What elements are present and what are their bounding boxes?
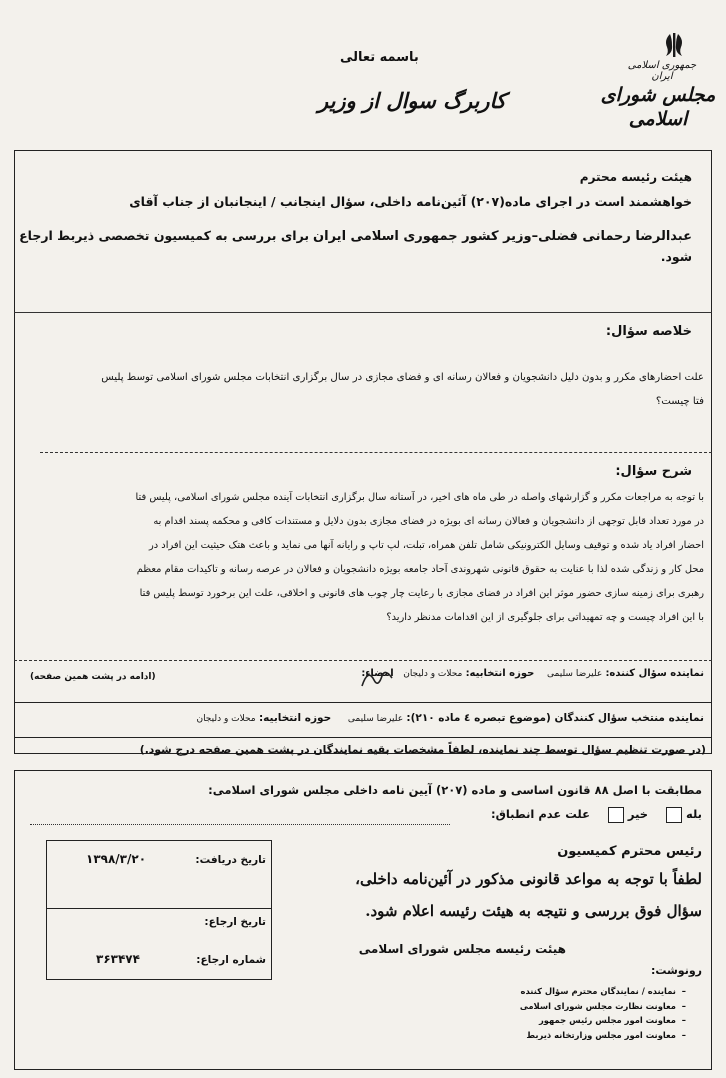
explanation-line-3: احضار افراد یاد شده و توقیف وسایل الکترونیکی شامل تلفن همراه، تبلت، لپ تاپ و رایانه آنها می نماید و باعث هتک حیثیت این افراد در: [149, 540, 704, 551]
yes-label: بله: [686, 807, 702, 821]
copy-item: – معاونت امور مجلس وزارتخانه ذیربط: [526, 1030, 686, 1041]
explanation-line-1: با توجه به مراجعات مکرر و گزارشهای واصله در طی ماه های اخیر، در آستانه سال برگزاری انتخابات آینده مجلس شورای اسلامی، پلیس فتا: [135, 492, 704, 503]
request-line-2-rest: برای بررسی به کمیسیون تخصصی ذیربط ارجاع شود.: [19, 228, 692, 265]
district-label: حوزه انتخابیه:: [465, 668, 535, 679]
continued-note: (ادامه در پشت همین صفحه): [30, 672, 156, 682]
divider-1: [14, 312, 712, 313]
selected-rep-label: نماینده منتخب سؤال کنندگان (موضوع تبصره ٤ ماده ۲۱۰):: [406, 712, 704, 724]
received-value: ۱۳۹۸/۳/۲۰: [86, 852, 147, 866]
commission-title: رئیس محترم کمیسیون: [557, 844, 702, 859]
explanation-line-5: رهبری برای زمینه سازی حضور موثر این افراد در فضای مجازی با رعایت چار چوب های قانونی و اخلاقی، علت این برخورد توسط پلیس فتا: [139, 588, 704, 599]
yes-checkbox[interactable]: [666, 807, 682, 823]
org-name-small: جمهوری اسلامی ایران: [627, 60, 697, 82]
received-label: تاریخ دریافت:: [195, 854, 266, 866]
signature-row: [361, 666, 704, 682]
explanation-label: شرح سؤال:: [615, 464, 692, 479]
compliance-title: مطابقت با اصل ۸۸ قانون اساسی و ماده (۲۰۷) آیین نامه داخلی مجلس شورای اسلامی:: [208, 783, 702, 797]
explanation-line-4: محل کار و زندگی شده لذا با عنایت به حقوق قانونی شهروندی آحاد جامعه بویژه دانشجویان و فعالان در عرصه رسانه و تاکیدات مقام معظم: [136, 564, 704, 575]
minister-name: عبدالرضا رحمانی فضلی–وزیر کشور جمهوری اسلامی ایران: [313, 229, 692, 244]
no-label: خیر: [627, 807, 649, 821]
form-title: کاربرگ سوال از وزیر: [318, 88, 506, 113]
sign-label: امضاء:: [361, 668, 394, 679]
rep-label: نماینده سؤال کننده:: [605, 668, 704, 679]
reg-label: شماره ارجاع:: [196, 954, 266, 966]
reason-dotted-line: [30, 824, 450, 825]
selected-district-value: محلات و دلیجان: [196, 714, 256, 724]
referral-label: تاریخ ارجاع:: [204, 916, 266, 928]
selected-rep-row: [196, 710, 704, 727]
signature-mark: [358, 664, 398, 694]
selected-district-label: حوزه انتخابیه:: [258, 712, 332, 724]
district-value: محلات و دلیجان: [403, 669, 463, 679]
no-checkbox[interactable]: [608, 807, 624, 823]
reg-value: ۳۶۳۴۷۴: [96, 952, 140, 966]
copy-item: – معاونت امور مجلس رئیس جمهور: [538, 1015, 686, 1026]
divider-2: [40, 452, 712, 453]
summary-label: خلاصه سؤال:: [605, 324, 692, 339]
copies-label: رونوشت:: [650, 964, 702, 977]
summary-line-1: علت احضارهای مکرر و بدون دلیل دانشجویان و فعالان رسانه ای و فضای مجازی در سال برگزاری انتخابات مجلس شورای اسلامی توسط پلیس: [101, 372, 704, 383]
multi-rep-note: (در صورت تنظیم سؤال توسط چند نماینده، لطفاً مشخصات بقیه نمایندگان در پشت همین صفحه درج شود.): [139, 743, 706, 756]
salutation: هیئت رئیسه محترم: [579, 170, 692, 184]
copies-list: [520, 984, 686, 1043]
explanation-line-6: با این افراد چیست و چه تمهیداتی برای جلوگیری از این اقدامات مدنظر دارید؟: [386, 612, 704, 623]
explanation-line-2: در مورد تعداد قابل توجهی از دانشجویان و فعالان رسانه ای بویژه در فضای مجازی بدون دلایل و مستندات کافی و محکمه پسند اقدام به: [153, 516, 704, 527]
org-name-large: مجلس شورای اسلامی: [600, 84, 716, 130]
compliance-options: [491, 806, 702, 824]
commission-line-2: سؤال فوق بررسی و نتیجه به هیئت رئیسه اعلام شود.: [365, 902, 702, 920]
divider-3: [14, 660, 712, 661]
commission-signer: هیئت رئیسه مجلس شورای اسلامی: [358, 942, 566, 956]
selected-rep-name: علیرضا سلیمی: [347, 714, 404, 724]
copy-item: – نماینده / نمایندگان محترم سؤال کننده: [520, 986, 686, 996]
summary-line-2: فتا چیست؟: [655, 396, 704, 407]
reason-label: علت عدم انطباق:: [490, 807, 590, 821]
rep-name: علیرضا سلیمی: [547, 669, 603, 679]
basmeh-text: باسمه تعالی: [340, 50, 419, 65]
request-line-1: خواهشمند است در اجرای ماده(۲۰۷) آئین‌نامه داخلی، سؤال اینجانب / اینجانبان از جناب آقای: [129, 194, 692, 209]
dates-divider: [46, 908, 272, 909]
request-line-2: [0, 226, 692, 267]
commission-line-1: لطفاً با توجه به مواعد قانونی مذکور در آئین‌نامه داخلی،: [355, 870, 702, 888]
copy-item: – معاونت نظارت مجلس شورای اسلامی: [519, 1000, 686, 1011]
